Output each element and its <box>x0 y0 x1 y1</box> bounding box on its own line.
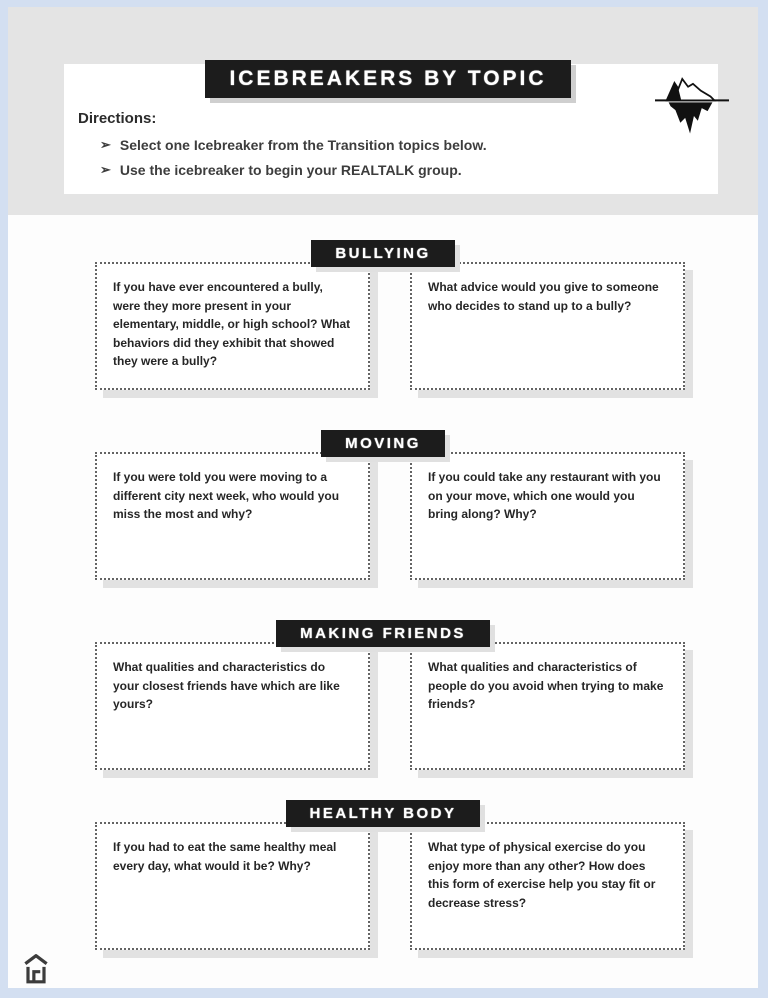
bullying-card-right: What advice would you give to someone who decides to stand up to a bully? <box>410 262 685 390</box>
page-title: ICEBREAKERS BY TOPIC <box>205 60 571 98</box>
making-friends-card-right: What qualities and characteristics of people do you avoid when trying to make friends? <box>410 642 685 770</box>
directions-item-text: Select one Icebreaker from the Transition topics below. <box>119 137 487 153</box>
section-moving <box>8 430 758 590</box>
moving-card-right: If you could take any restaurant with you on your move, which one would you bring along? Why? <box>410 452 685 580</box>
moving-card-left: If you were told you were moving to a different city next week, who would you miss the most and why? <box>95 452 370 580</box>
iceberg-icon <box>655 77 729 145</box>
bullying-section-header: BULLYING <box>311 240 454 267</box>
moving-section-header: MOVING <box>321 430 445 457</box>
making-friends-card-left: What qualities and characteristics do your closest friends have which are like yours? <box>95 642 370 770</box>
header-band <box>8 7 758 215</box>
making-friends-section-header: MAKING FRIENDS <box>276 620 490 647</box>
arrow-bullet-icon: ➢ <box>100 137 111 152</box>
bullying-card-left: If you have ever encountered a bully, were they more present in your elementary, middle, or high school? What behaviors did they exhibit that showed they were a bully? <box>95 262 370 390</box>
healthy-body-card-right: What type of physical exercise do you enjoy more than any other? How does this form of exercise help you stay fit or decrease stress? <box>410 822 685 950</box>
section-making-friends <box>8 620 758 780</box>
home-icon[interactable] <box>22 953 50 985</box>
healthy-body-section-header: HEALTHY BODY <box>286 800 481 827</box>
worksheet-page <box>8 7 758 988</box>
directions-item-text: Use the icebreaker to begin your REALTALK group. <box>119 161 462 178</box>
directions-list <box>78 136 698 180</box>
healthy-body-card-left: If you had to eat the same healthy meal every day, what would it be? Why? <box>95 822 370 950</box>
directions-item <box>100 161 698 180</box>
section-bullying <box>8 240 758 400</box>
directions-item <box>100 136 698 155</box>
directions-label: Directions: <box>78 110 157 127</box>
section-healthy-body <box>8 800 758 960</box>
arrow-bullet-icon: ➢ <box>100 161 111 177</box>
